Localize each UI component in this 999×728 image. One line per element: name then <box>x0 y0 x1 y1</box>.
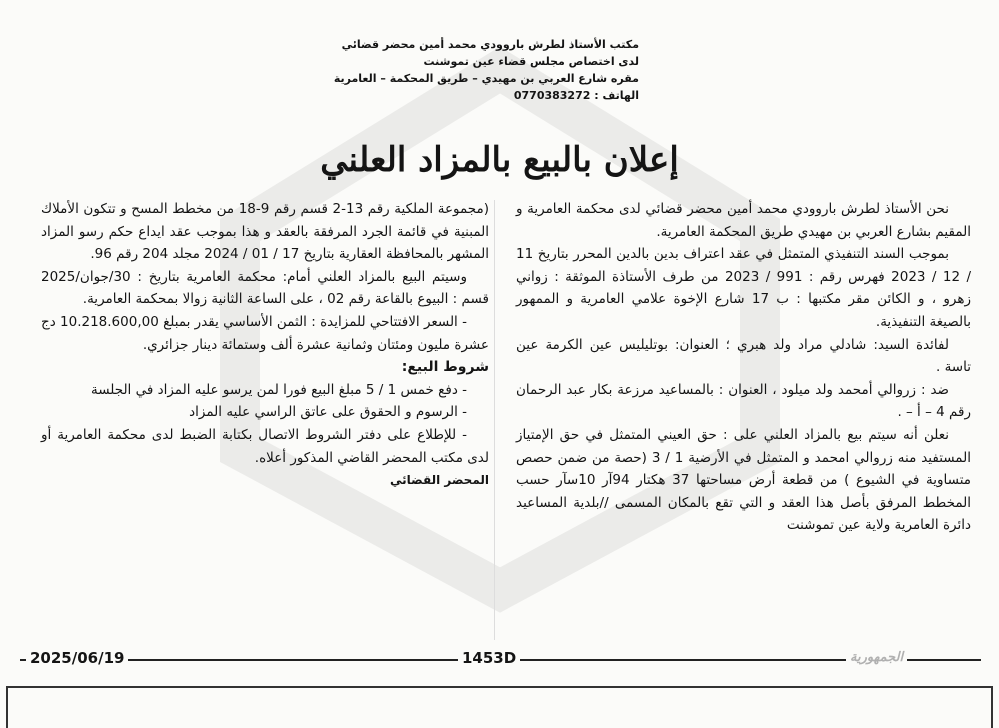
header-phone: الهاتف : 0770383272 <box>513 89 639 102</box>
paragraph-property-description: نعلن أنه سيتم بيع بالمزاد العلني على : حق العيني المتمثل في حق الإمتياز المستفيد منه زروالي امحمد و المتمثل في الأرضية 1 / 3 (حصة من ضمن حصص متساوية في الشيوع ) من قطعة أرض مساحتها 37 هكتار 94آر 10سآر حسب المخطط المرفق بأصل هذا العقد و التي تقع بالمكان المسمى //بلدية المساعيد دائرة العامرية ولاية عين تموشنت <box>516 426 972 534</box>
paragraph-auction-date: وسيتم البيع بالمزاد العلني أمام: محكمة العامرية بتاريخ : 30/جوان/2025 قسم : البيوع بالقاعة رقم 02 ، على الساعة الثانية زوالا بمحكمة العامرية. <box>41 268 489 308</box>
announcement-title: إعلان بالبيع بالمزاد العلني <box>320 140 679 180</box>
column-divider <box>494 200 495 640</box>
condition-payment: - دفع خمس 1 / 5 مبلغ البيع فورا لمن يرسو عليه المزاد في الجلسة <box>90 381 467 398</box>
bailiff-office-header <box>333 36 639 104</box>
condition-fees: - الرسوم و الحقوق على عاتق الراسي عليه المزاد <box>189 404 467 421</box>
newspaper-logo: الجمهورية <box>846 650 907 665</box>
sale-conditions-heading: شروط البيع: <box>401 359 489 376</box>
ad-reference-number: 1453D <box>458 649 520 667</box>
bailiff-signature: المحضر القضائي <box>389 473 489 488</box>
paragraph-opening-price: - السعر الافتتاحي للمزايدة : الثمن الأساسي يقدر بمبلغ 10.218.600,00 دج عشرة مليون ومئتان وثمانية عشرة ألف وستمائة دينار جزائري. <box>41 313 489 353</box>
header-jurisdiction: لدى اختصاص مجلس قضاء عين تموشنت <box>423 55 639 68</box>
condition-consultation: - للإطلاع على دفتر الشروط الاتصال بكتابة الضبط لدى محكمة العامرية أو لدى مكتب المحضر القاضي المذكور أعلاه. <box>41 426 489 466</box>
paragraph-cadastral-details: (مجموعة الملكية رقم 13-2 قسم رقم 9-18 من مخطط المسح و تتكون الأملاك المبنية في قائمة الجرد المرفقة بالعقد و هذا بموجب عقد ايداع حكم رسو المزاد المشهر بالمحافظة العقارية بتاريخ 17 / 01 / 2024 مجلد 204 رقم 96. <box>41 201 490 263</box>
paragraph-bailiff-intro: نحن الأستاذ لطرش باروودي محمد أمين محضر قضائي لدى محكمة العامرية و المقيم بشارع العربي بن مهيدي طريق المحكمة العامرية. <box>516 201 971 240</box>
header-office-name: مكتب الأستاذ لطرش باروودي محمد أمين محضر قضائي <box>341 38 639 51</box>
header-address: مقره شارع العربي بن مهيدي – طريق المحكمة – العامرية <box>333 72 639 85</box>
left-column <box>41 198 489 492</box>
paragraph-against: ضد : زروالي أمحمد ولد ميلود ، العنوان : بالمساعيد مرزعة بكار عبد الرحمان رقم 4 – أ – . <box>516 381 971 421</box>
next-announcement-box <box>6 686 993 728</box>
right-column <box>516 198 971 537</box>
paragraph-beneficiary: لفائدة السيد: شادلي مراد ولد هبري ؛ العنوان: بوتليليس عين الكرمة عين تاسة . <box>516 336 971 376</box>
paragraph-executive-title: بموجب السند التنفيذي المتمثل في عقد اعتراف بدين بالدين المحرر بتاريخ 11 / 12 / 2023 فهرس رقم : 991 / 2023 من طرف الأستاذة الموثقة : زواني زهرو ، و الكائن مقر مكتبها : ب 17 شارع الإخوة علامي العامرية و الممهور بالصيغة التنفيذية. <box>516 246 972 330</box>
publication-date: 2025/06/19 <box>26 649 128 667</box>
